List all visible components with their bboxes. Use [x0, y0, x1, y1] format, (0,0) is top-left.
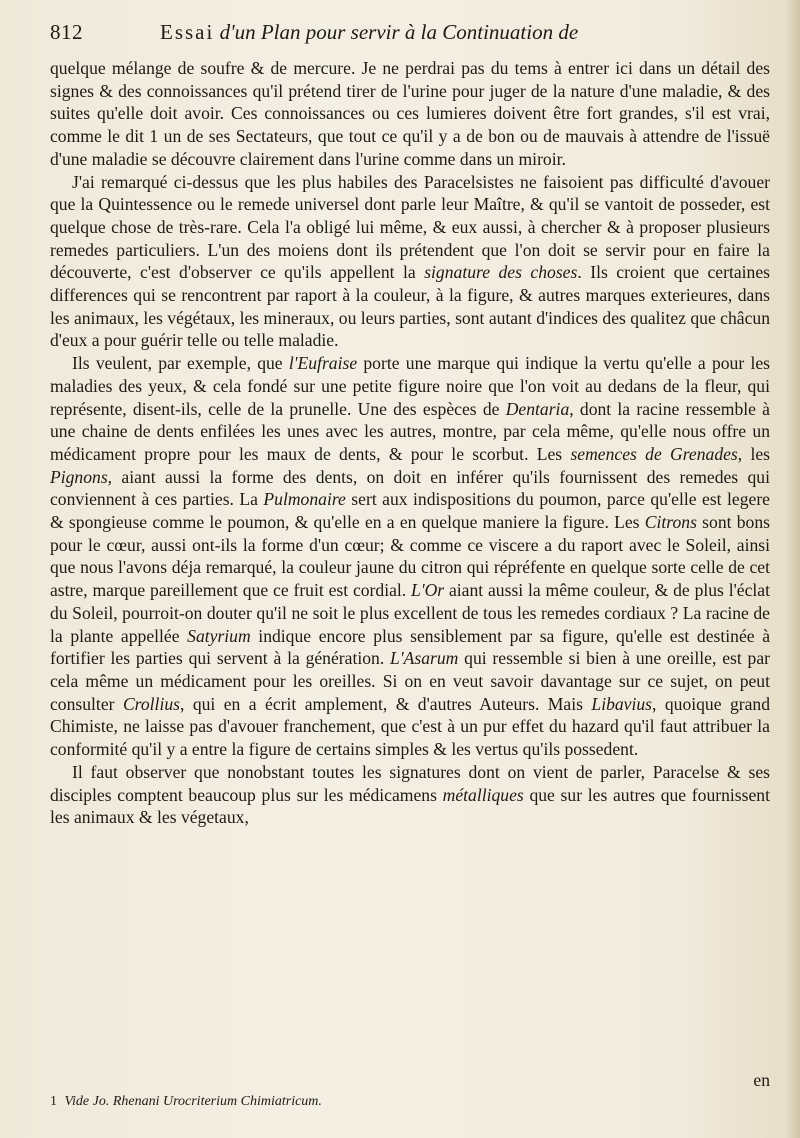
text-run: sert aux indispositions du poumon, parce qu'elle est legere & spongieuse comme le poumon, & qu'elle en a en quelque maniere la figure. Les [50, 489, 770, 533]
page-header [50, 20, 770, 50]
italic-run: Dentaria [505, 398, 570, 419]
text-run: J'ai remarqué ci-dessus que les plus habiles des Paracelsistes ne faisoient pas difficulté d'avouer que la Quintessence ou le remede universel dont parle leur Maître, & qu'il se vantoit de posseder, est quelque chose de très-rare. Cela l'a obligé lui même, & eux aussi, à chercher & à proposer plusieurs remedes particuliers. L'un des moiens dont ils prétendent que l'on doit se servir pour en faire la découverte, c'est d'observer ce qu'ils appellent la [50, 171, 770, 283]
footnote-text: Vide Jo. Rhenani Urocriterium Chimiatricum. [64, 1094, 322, 1109]
paragraph [50, 761, 770, 829]
text-run: aiant aussi la même couleur, & de plus l'éclat du Soleil, pourroit-on douter qu'il ne soit le plus excellent de tous les remedes cordiaux ? La racine de la plante appellée [50, 580, 770, 646]
paragraph [50, 171, 770, 353]
italic-run: Pulmonaire [263, 489, 346, 510]
text-run: , qui en a écrit amplement, & d'autres Auteurs. Mais [179, 693, 592, 714]
italic-run: semences de Grenades [570, 443, 738, 464]
body-text [50, 57, 770, 829]
text-run: , aiant aussi la forme des dents, on doit en inférer qu'ils fournissent des remedes qui conviennent à ces parties. La [50, 466, 770, 510]
text-run: indique encore plus sensiblement par sa figure, qu'elle est destinée à fortifier les parties qui servent à la génération. [50, 625, 770, 669]
italic-run: Crollius [122, 693, 180, 714]
page-edge-shadow [786, 0, 800, 1138]
italic-run: L'Or [411, 580, 445, 601]
footnote-number: 1 [50, 1094, 57, 1109]
italic-run: l'Eufraise [288, 353, 358, 374]
italic-run: Satyrium [187, 625, 251, 646]
italic-run: L'Asarum [390, 648, 459, 669]
footnote [50, 1094, 650, 1110]
text-run: porte une marque qui indique la vertu qu'elle a pour les maladies des yeux, & cela fondé sur une petite figure noire que l'on voit au dedans de la fleur, qui représente, disent-ils, celle de la prunelle. Une des espèces de [50, 353, 770, 419]
text-run: que sur les autres que fournissent les animaux & les végetaux, [50, 784, 770, 828]
paragraph [50, 352, 770, 761]
text-run: qui ressemble si bien à une oreille, est par cela même un médicament pour les oreilles. Si on en veut savoir davantage sur ce sujet, on peut consulter [50, 648, 771, 714]
italic-run: Citrons [644, 512, 697, 533]
catchword: en [753, 1070, 770, 1090]
text-run: sont bons pour le cœur, aussi ont-ils la forme d'un cœur; & comme ce viscere a du raport avec le Soleil, ainsi que nous l'avons déja remarqué, la couleur jaune du citron qui répréfente en quelque sorte celle de cet astre, marque pareillement que ce fruit est cordial. [50, 512, 770, 601]
italic-run: Libavius [591, 693, 653, 714]
text-run: quelque mélange de soufre & de mercure. Je ne perdrai pas du tems à entrer ici dans un détail des signes & des connoissances qu'il prétend tirer de l'urine pour juger de la nature d'une maladie, & des suites qu'elle doit avoir. Ces connoissances ou ces lumieres doivent être fort grandes, s'il est vrai, comme le dit 1 un de ses Sectateurs, que tout ce qu'il y a de bon ou de mauvais à attendre de l'issuë d'une maladie se découvre clairement dans l'urine comme dans un miroir. [50, 58, 770, 169]
paragraph [50, 57, 770, 171]
page-number: 812 [50, 20, 83, 44]
text-run: , quoique grand Chimiste, ne laisse pas d'avouer franchement, que c'est à un pur effet du hazard qu'il faut attribuer la conformité qu'il y a entre la figure de certains simples & les vertus qu'ils possedent. [50, 693, 771, 760]
text-run: Il faut observer que nonobstant toutes les signatures dont on vient de parler, Paracelse & ses disciples comptent beaucoup plus sur les médicamens [50, 761, 770, 805]
running-head-caps: Essai [160, 20, 215, 44]
running-head-italic: d'un Plan pour servir à la Continuation de [219, 20, 579, 44]
text-run: , dont la racine ressemble à une chaine de dents enfilées les unes avec les autres, montre, par cela même, qu'elle nous offre un médicament propre pour les maux de dents, & pour le scorbut. Les [50, 398, 770, 464]
text-run: , les [737, 443, 770, 464]
italic-run: métalliques [442, 784, 524, 805]
running-head [160, 20, 770, 45]
italic-run: signature des choses [424, 262, 578, 283]
italic-run: Pignons [50, 466, 108, 487]
text-run: Ils veulent, par exemple, que [72, 353, 289, 374]
text-run: . Ils croient que certaines differences qui se rencontrent par raport à la couleur, à la figure, & autres marques exterieures, dans les animaux, les végétaux, les mineraux, ou leurs parties, sont autant d'indices des qualitez que châcun d'eux a pour guérir telle ou telle maladie. [50, 262, 771, 351]
